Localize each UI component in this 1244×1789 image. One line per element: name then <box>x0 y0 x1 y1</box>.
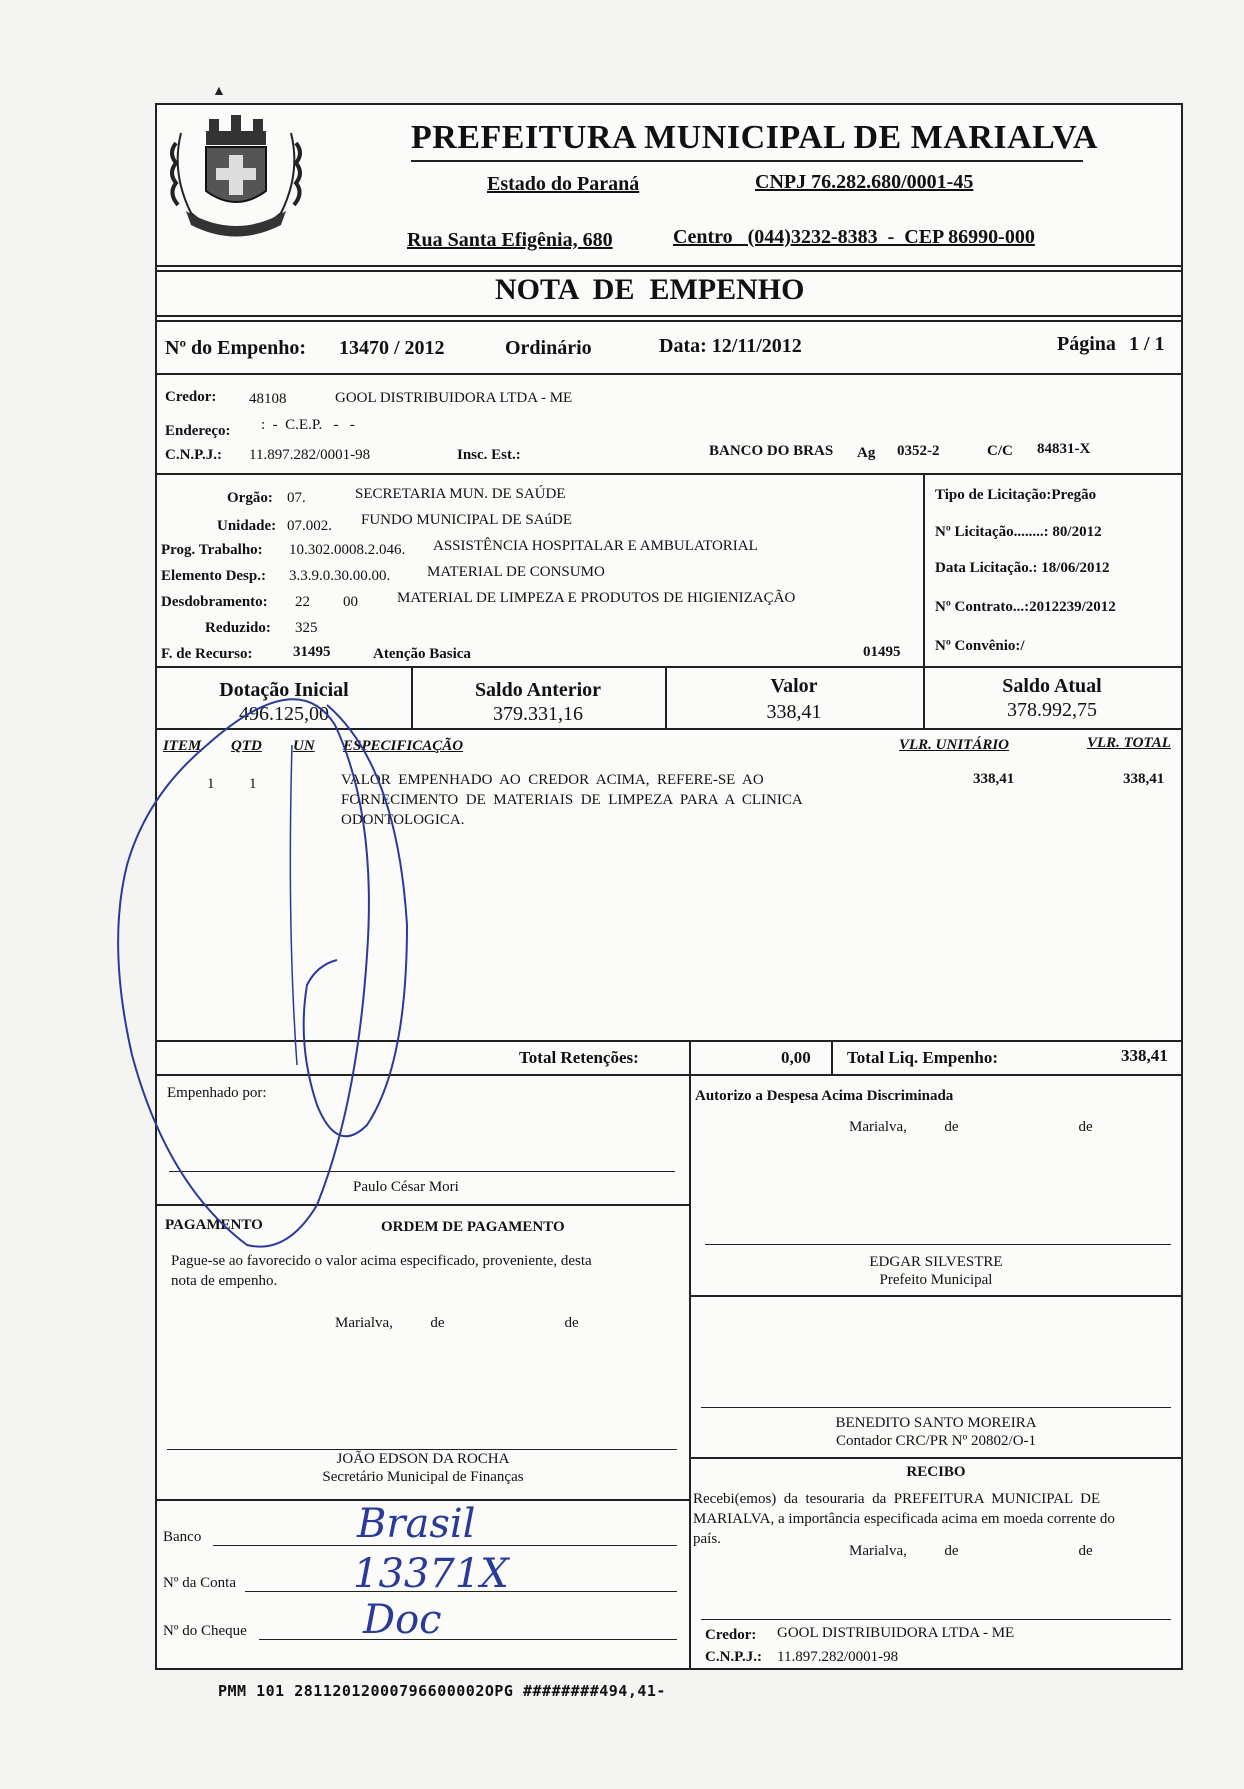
row-item: 1 <box>207 776 215 792</box>
orgao-code: 07. <box>287 490 306 506</box>
page-number-label: Página <box>1057 333 1116 355</box>
secretario-name: JOÃO EDSON DA ROCHA <box>336 1451 510 1467</box>
saldo-anterior-label: Saldo Anterior <box>474 679 602 701</box>
elemento-code: 3.3.9.0.30.00.00. <box>289 568 391 584</box>
banco-label: Banco <box>163 1529 202 1545</box>
cheque-handwritten: Doc <box>363 1597 442 1643</box>
pagamento-date-line: Marialva, de de <box>335 1315 579 1331</box>
empenho-type: Ordinário <box>505 337 592 359</box>
recurso-label: F. de Recurso: <box>161 646 253 662</box>
recibo-text-line2: MARIALVA, a importância especificada acima em moeda corrente do <box>693 1511 1115 1527</box>
prefeito-role: Prefeito Municipal <box>879 1272 993 1288</box>
empenhado-por-name: Paulo César Mori <box>353 1179 459 1195</box>
cnpj-value: 11.897.282/0001-98 <box>249 447 371 463</box>
cnpj-label: C.N.P.J.: <box>165 447 222 463</box>
valor-label: Valor <box>770 675 818 697</box>
contrato-number: Nº Contrato...:2012239/2012 <box>935 599 1116 615</box>
pagamento-text-line2: nota de empenho. <box>171 1273 278 1289</box>
col-vlr-unitario: VLR. UNITÁRIO <box>899 737 1010 753</box>
banco-handwritten: Brasil <box>357 1501 476 1547</box>
autorizo-label: Autorizo a Despesa Acima Discriminada <box>695 1088 954 1104</box>
licitacao-date: Data Licitação.: 18/06/2012 <box>935 560 1110 576</box>
reduzido-value: 325 <box>295 620 318 636</box>
col-qtd: QTD <box>231 738 262 754</box>
insc-est-label: Insc. Est.: <box>457 447 521 463</box>
recurso-number: 01495 <box>863 644 901 660</box>
cnpj-header: CNPJ 76.282.680/0001-45 <box>755 171 974 193</box>
col-especificacao: ESPECIFICAÇÃO <box>343 738 464 754</box>
address-label: Endereço: <box>165 423 231 439</box>
document-title: NOTA DE EMPENHO <box>495 273 805 306</box>
recibo-date-line: Marialva, de de <box>849 1543 1093 1559</box>
row-desc-line2: FORNECIMENTO DE MATERIAIS DE LIMPEZA PARA A CLINICA <box>341 792 803 808</box>
page-title: PREFEITURA MUNICIPAL DE MARIALVA <box>411 119 1098 156</box>
ordem-pagamento-label: ORDEM DE PAGAMENTO <box>381 1219 565 1235</box>
licitacao-number: Nº Licitação........: 80/2012 <box>935 524 1102 540</box>
contador-name: BENEDITO SANTO MOREIRA <box>835 1415 1037 1431</box>
prog-name: ASSISTÊNCIA HOSPITALAR E AMBULATORIAL <box>433 538 758 554</box>
recibo-credor-name: GOOL DISTRIBUIDORA LTDA - ME <box>777 1625 1015 1641</box>
empenho-number: 13470 / 2012 <box>339 337 445 359</box>
empenhado-por-label: Empenhado por: <box>167 1085 267 1101</box>
saldo-anterior-value: 379.331,16 <box>493 703 583 725</box>
handwritten-signature <box>107 625 467 1325</box>
unidade-name: FUNDO MUNICIPAL DE SAúDE <box>361 512 572 528</box>
scan-artifact-icon: ▲ <box>212 84 226 99</box>
orgao-name: SECRETARIA MUN. DE SAÚDE <box>355 486 566 502</box>
secretario-role: Secretário Municipal de Finanças <box>322 1469 524 1485</box>
dotacao-label: Dotação Inicial <box>219 679 349 701</box>
unidade-label: Unidade: <box>217 518 277 534</box>
row-total-value: 338,41 <box>1123 771 1165 787</box>
contador-role: Contador CRC/PR Nº 20802/O-1 <box>835 1433 1037 1449</box>
recibo-text-line1: Recebi(emos) da tesouraria da PREFEITURA MUNICIPAL DE <box>693 1491 1101 1507</box>
empenho-form <box>155 103 1183 1670</box>
pagamento-text-line1: Pague-se ao favorecido o valor acima especificado, proveniente, desta <box>171 1253 592 1269</box>
total-liquido-value: 338,41 <box>1121 1046 1168 1065</box>
licitacao-type-text: Tipo de Licitação:Pregão <box>935 487 1097 503</box>
recurso-code: 31495 <box>293 644 331 660</box>
cheque-label: Nº do Cheque <box>163 1623 247 1639</box>
orgao-label: Orgão: <box>227 490 273 506</box>
col-un: UN <box>293 738 315 754</box>
total-retencoes-value: 0,00 <box>781 1048 811 1067</box>
total-retencoes-label: Total Retenções: <box>519 1048 639 1067</box>
recibo-credor-label: Credor: <box>705 1627 757 1643</box>
address-details: Centro (044)3232-8383 - CEP 86990-000 <box>673 226 1035 248</box>
state-name: Estado do Paraná <box>487 173 640 195</box>
account-label: C/C <box>987 443 1013 459</box>
row-unit-value: 338,41 <box>973 771 1015 787</box>
col-vlr-total: VLR. TOTAL <box>1087 735 1171 751</box>
agency-label: Ag <box>857 445 876 461</box>
unidade-code: 07.002. <box>287 518 332 534</box>
saldo-atual-value: 378.992,75 <box>1007 699 1097 721</box>
empenho-number-label: Nº do Empenho: <box>165 337 307 359</box>
address-value: : - C.E.P. - - <box>261 417 355 433</box>
conta-handwritten: 13371X <box>353 1551 509 1597</box>
municipal-crest-icon <box>161 113 311 241</box>
conta-label: Nº da Conta <box>163 1575 236 1591</box>
credor-label: Credor: <box>165 389 217 405</box>
dotacao-value: 496.125,00 <box>239 703 329 725</box>
valor-value: 338,41 <box>766 701 822 723</box>
row-desc-line1: VALOR EMPENHADO AO CREDOR ACIMA, REFERE-SE AO <box>341 772 764 788</box>
agency-value: 0352-2 <box>897 443 940 459</box>
recibo-cnpj-label: C.N.P.J.: <box>705 1649 762 1665</box>
account-value: 84831-X <box>1037 441 1091 457</box>
page-number: 1 / 1 <box>1129 333 1165 355</box>
bank-name: BANCO DO BRAS <box>709 443 834 459</box>
row-desc-line3: ODONTOLOGICA. <box>341 812 465 828</box>
total-liquido-label: Total Liq. Empenho: <box>847 1048 998 1067</box>
footer-code: PMM 101 28112012000796600002OPG ########494,41- <box>218 1682 666 1700</box>
row-qtd: 1 <box>249 776 257 792</box>
recibo-title: RECIBO <box>906 1464 966 1480</box>
col-item: ITEM <box>163 738 202 754</box>
prog-label: Prog. Trabalho: <box>161 542 263 558</box>
address: Rua Santa Efigênia, 680 <box>407 229 613 251</box>
elemento-name: MATERIAL DE CONSUMO <box>427 564 605 580</box>
recurso-name: Atenção Basica <box>373 646 471 662</box>
prog-code: 10.302.0008.2.046. <box>289 542 406 558</box>
desdobramento-name: MATERIAL DE LIMPEZA E PRODUTOS DE HIGIENIZAÇÃO <box>397 590 796 606</box>
desdobramento-code1: 22 <box>295 594 310 610</box>
desdobramento-code2: 00 <box>343 594 358 610</box>
credor-code: 48108 <box>249 391 287 407</box>
convenio-number: Nº Convênio:/ <box>935 638 1025 654</box>
recibo-cnpj-value: 11.897.282/0001-98 <box>777 1649 899 1665</box>
desdobramento-label: Desdobramento: <box>161 594 268 610</box>
recibo-text-line3: país. <box>693 1531 721 1547</box>
autorizo-date-line: Marialva, de de <box>849 1119 1093 1135</box>
elemento-label: Elemento Desp.: <box>161 568 266 584</box>
licitacao-type <box>935 487 1096 504</box>
empenho-date: Data: 12/11/2012 <box>659 335 802 357</box>
credor-name: GOOL DISTRIBUIDORA LTDA - ME <box>335 390 573 406</box>
prefeito-name: EDGAR SILVESTRE <box>869 1254 1003 1270</box>
pagamento-label: PAGAMENTO <box>165 1217 263 1233</box>
reduzido-label: Reduzido: <box>205 620 271 636</box>
saldo-atual-label: Saldo Atual <box>1002 675 1102 697</box>
